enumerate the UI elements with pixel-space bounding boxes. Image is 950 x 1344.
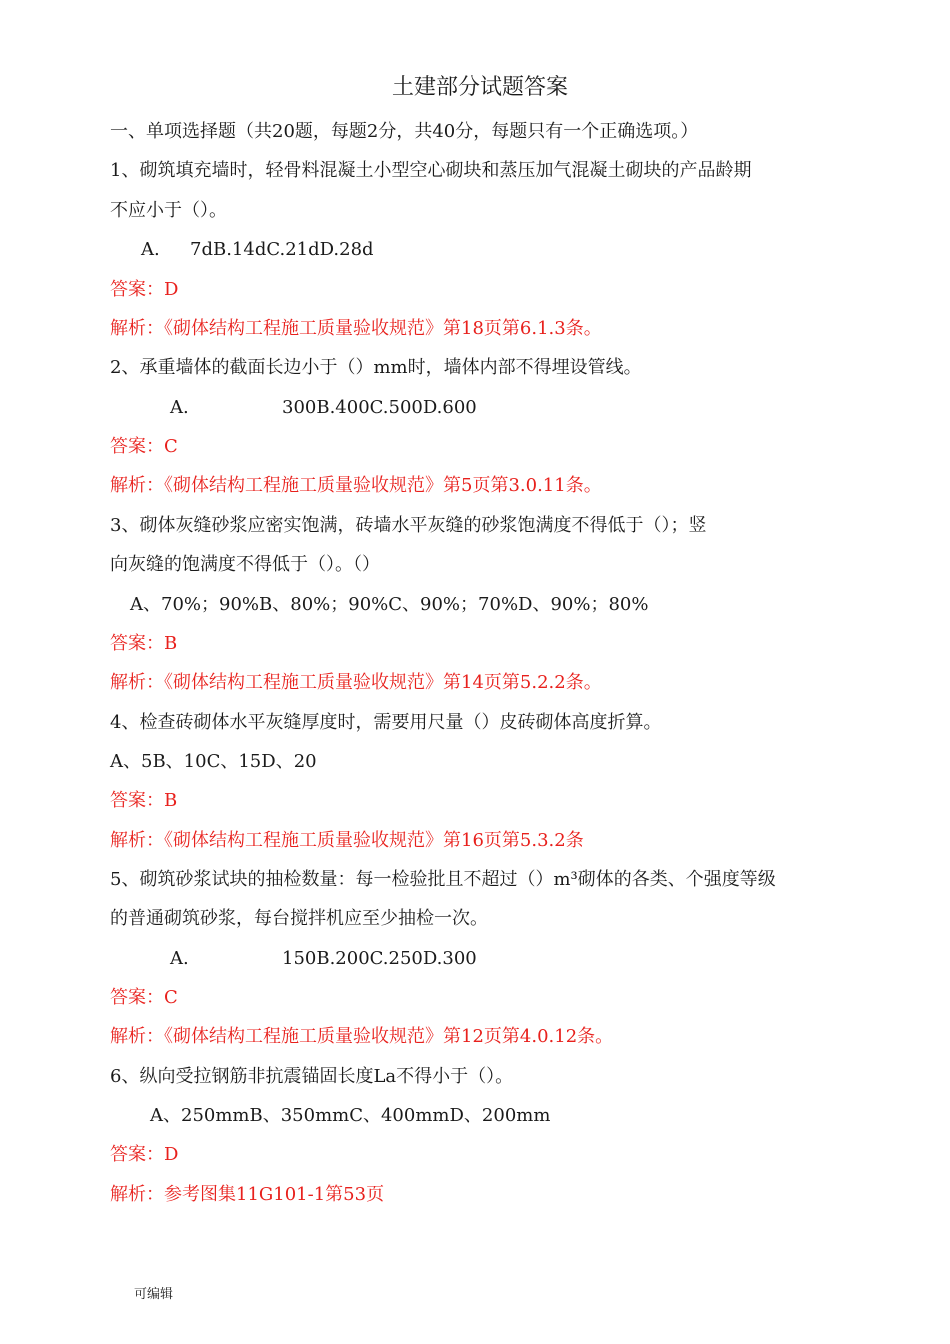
question-5-options-label: A.: [170, 948, 189, 969]
question-1-text: 1、砌筑填充墙时，轻骨料混凝土小型空心砌块和蒸压加气混凝土砌块的产品龄期: [110, 160, 752, 181]
question-2-options: 300B.400C.500D.600: [282, 397, 477, 418]
question-3-answer: 答案：B: [110, 633, 178, 654]
question-5-analysis: 解析：《砌体结构工程施工质量验收规范》第12页第4.0.12条。: [110, 1026, 614, 1047]
question-1-answer: 答案：D: [110, 279, 179, 300]
question-3-options: A、70%；90%B、80%；90%C、90%；70%D、90%；80%: [130, 594, 649, 615]
question-5-text: 5、砌筑砂浆试块的抽检数量：每一检验批且不超过（）m³砌体的各类、个强度等级: [110, 869, 776, 890]
question-2-analysis: 解析：《砌体结构工程施工质量验收规范》第5页第3.0.11条。: [110, 475, 602, 496]
question-1-analysis: 解析：《砌体结构工程施工质量验收规范》第18页第6.1.3条。: [110, 318, 602, 339]
question-4-options: A、5B、10C、15D、20: [110, 751, 317, 772]
question-4-text: 4、检查砖砌体水平灰缝厚度时，需要用尺量（）皮砖砌体高度折算。: [110, 712, 662, 733]
question-2-text: 2、承重墙体的截面长边小于（）mm时，墙体内部不得埋设管线。: [110, 357, 642, 378]
question-3-text-cont: 向灰缝的饱满度不得低于（）。（）: [110, 554, 380, 575]
question-3-analysis: 解析：《砌体结构工程施工质量验收规范》第14页第5.2.2条。: [110, 672, 602, 693]
question-1-options-label: A.: [141, 239, 160, 260]
question-4-analysis: 解析：《砌体结构工程施工质量验收规范》第16页第5.3.2条: [110, 830, 584, 851]
question-4-answer: 答案：B: [110, 790, 178, 811]
question-3-text: 3、砌体灰缝砂浆应密实饱满，砖墙水平灰缝的砂浆饱满度不得低于（）；竖: [110, 515, 707, 536]
question-6-options: A、250mmB、350mmC、400mmD、200mm: [150, 1105, 551, 1126]
question-2-options-label: A.: [170, 397, 189, 418]
question-5-text-cont: 的普通砌筑砂浆，每台搅拌机应至少抽检一次。: [110, 908, 488, 929]
question-5-options: 150B.200C.250D.300: [282, 948, 477, 969]
question-6-text: 6、纵向受拉钢筋非抗震锚固长度La不得小于（）。: [110, 1066, 514, 1087]
section-heading: 一、单项选择题（共20题，每题2分，共40分，每题只有一个正确选项。）: [110, 121, 699, 142]
footer-editable-note: 可编辑: [134, 1287, 174, 1302]
question-1-options: 7dB.14dC.21dD.28d: [190, 239, 374, 260]
question-6-answer: 答案：D: [110, 1144, 179, 1165]
question-5-answer: 答案：C: [110, 987, 178, 1008]
document-title: 土建部分试题答案: [391, 75, 568, 100]
question-2-answer: 答案：C: [110, 436, 178, 457]
question-1-text-cont: 不应小于（）。: [110, 200, 227, 221]
question-6-analysis: 解析：参考图集11G101-1第53页: [110, 1184, 385, 1205]
